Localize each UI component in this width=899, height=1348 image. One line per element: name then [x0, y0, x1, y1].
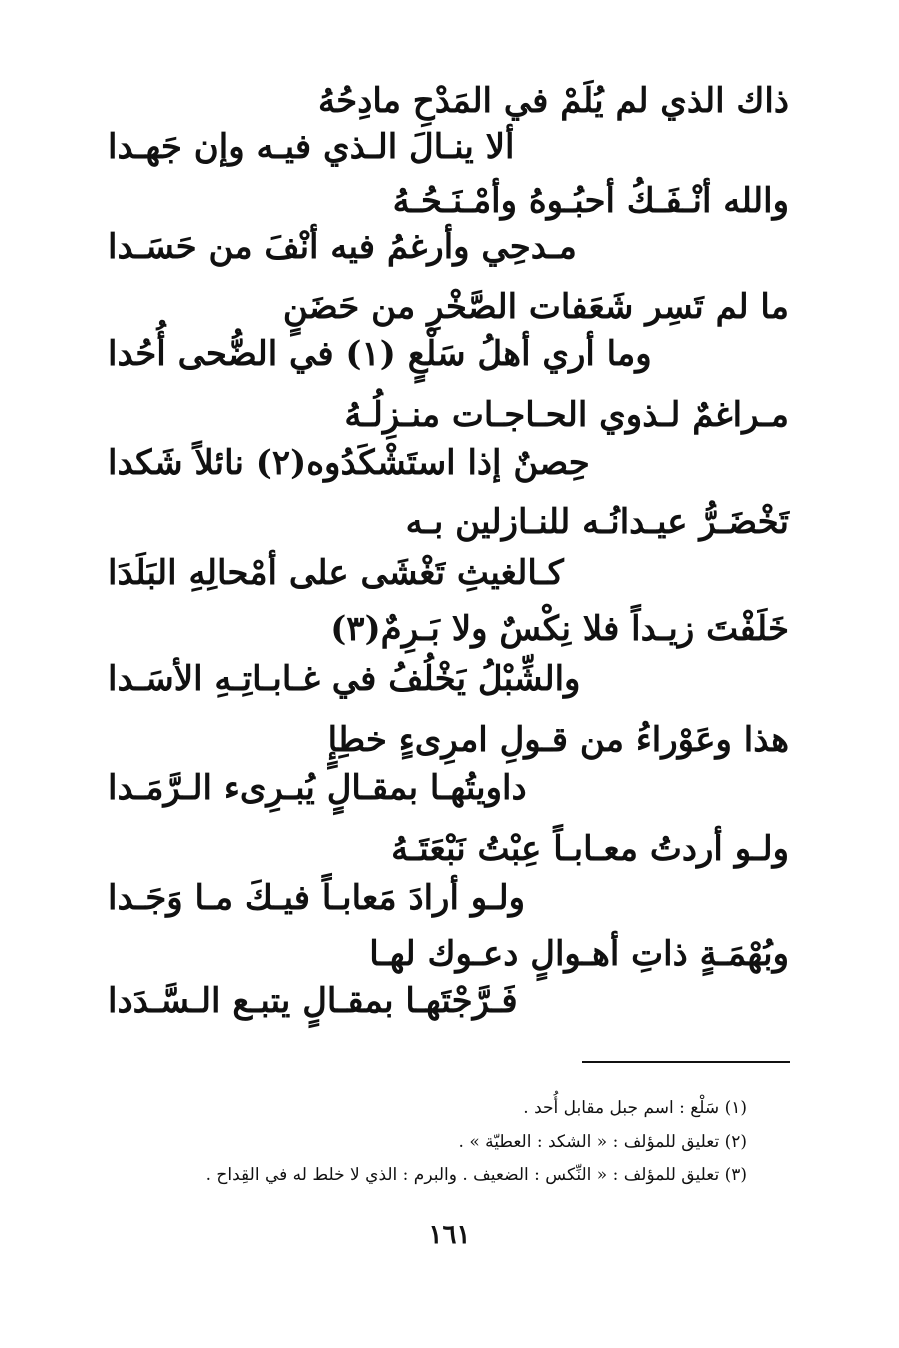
- verse-9-second-hemistich: فَـرَّجْتَهـا بمقـالٍ يتبـع الـسَّـدَدا: [108, 981, 518, 1021]
- verse-7-second-hemistich: داويتُهـا بمقـالٍ يُبـرِىء الـرَّمَـدا: [108, 768, 527, 808]
- verse-9-first-hemistich: وبُهْمَـةٍ ذاتِ أهـوالٍ دعـوك لهـا: [369, 934, 789, 974]
- verse-4-first-hemistich: مـراغمٌ لـذوي الحـاجـات منـزِلُـهُ: [344, 395, 789, 435]
- verse-8-first-hemistich: ولـو أردتُ معـابـاً عِبْتُ نَبْعَتَـهُ: [391, 829, 789, 869]
- footnote-separator-rule: [582, 1061, 790, 1063]
- verse-5-first-hemistich: تَخْضَـرُّ عيـدانُـه للنـازلين بـه: [405, 502, 789, 542]
- verse-4-second-hemistich: حِصنٌ إذا استَشْكَدُوه(٢) نائلاً شَكدا: [108, 443, 590, 483]
- verse-3-second-hemistich: وما أري أهلُ سَلْعٍ (١) في الضُّحى أُحُدا: [108, 334, 652, 374]
- page-number: ١٦١: [428, 1220, 471, 1250]
- verse-2-second-hemistich: مـدحِي وأرغمُ فيه أنْفَ من حَسَـدا: [108, 227, 577, 267]
- verse-3-first-hemistich: ما لم تَسِر شَعَفات الصَّخْرِ من حَضَنٍ: [282, 287, 789, 327]
- verse-2-first-hemistich: والله أنْـفَـكُ أحبُـوهُ وأمْـنَـحُـهُ: [392, 181, 789, 221]
- footnote-2: (٢) تعليق للمؤلف : « الشكد : العطيّة » .: [458, 1132, 747, 1152]
- verse-1-second-hemistich: ألا ينـالَ الـذي فيـه وإن جَهـدا: [108, 127, 515, 167]
- verse-6-first-hemistich: خَلَفْتَ زيـداً فلا نِكْسٌ ولا بَـرِمٌ(٣): [330, 609, 789, 649]
- verse-1-first-hemistich: ذاك الذي لم يُلَمْ في المَدْحِ مادِحُهُ: [317, 81, 789, 121]
- verse-5-second-hemistich: كـالغيثِ تَغْشَى على أمْحالِهِ البَلَدَا: [108, 553, 564, 593]
- footnote-1: (١) سَلْع : اسم جبل مقابل أُحد .: [523, 1098, 747, 1118]
- verse-6-second-hemistich: والشِّبْلُ يَخْلُفُ في غـابـاتِـهِ الأسَـدا: [108, 659, 581, 699]
- footnote-3: (٣) تعليق للمؤلف : « النِّكس : الضعيف . والبرم : الذي لا خلط له في القِداح .: [205, 1165, 747, 1185]
- verse-8-second-hemistich: ولـو أرادَ مَعابـاً فيـكَ مـا وَجَـدا: [108, 878, 526, 918]
- verse-7-first-hemistich: هذا وعَوْراءُ من قـولِ امرِىءٍ خطِإٍ: [327, 720, 789, 760]
